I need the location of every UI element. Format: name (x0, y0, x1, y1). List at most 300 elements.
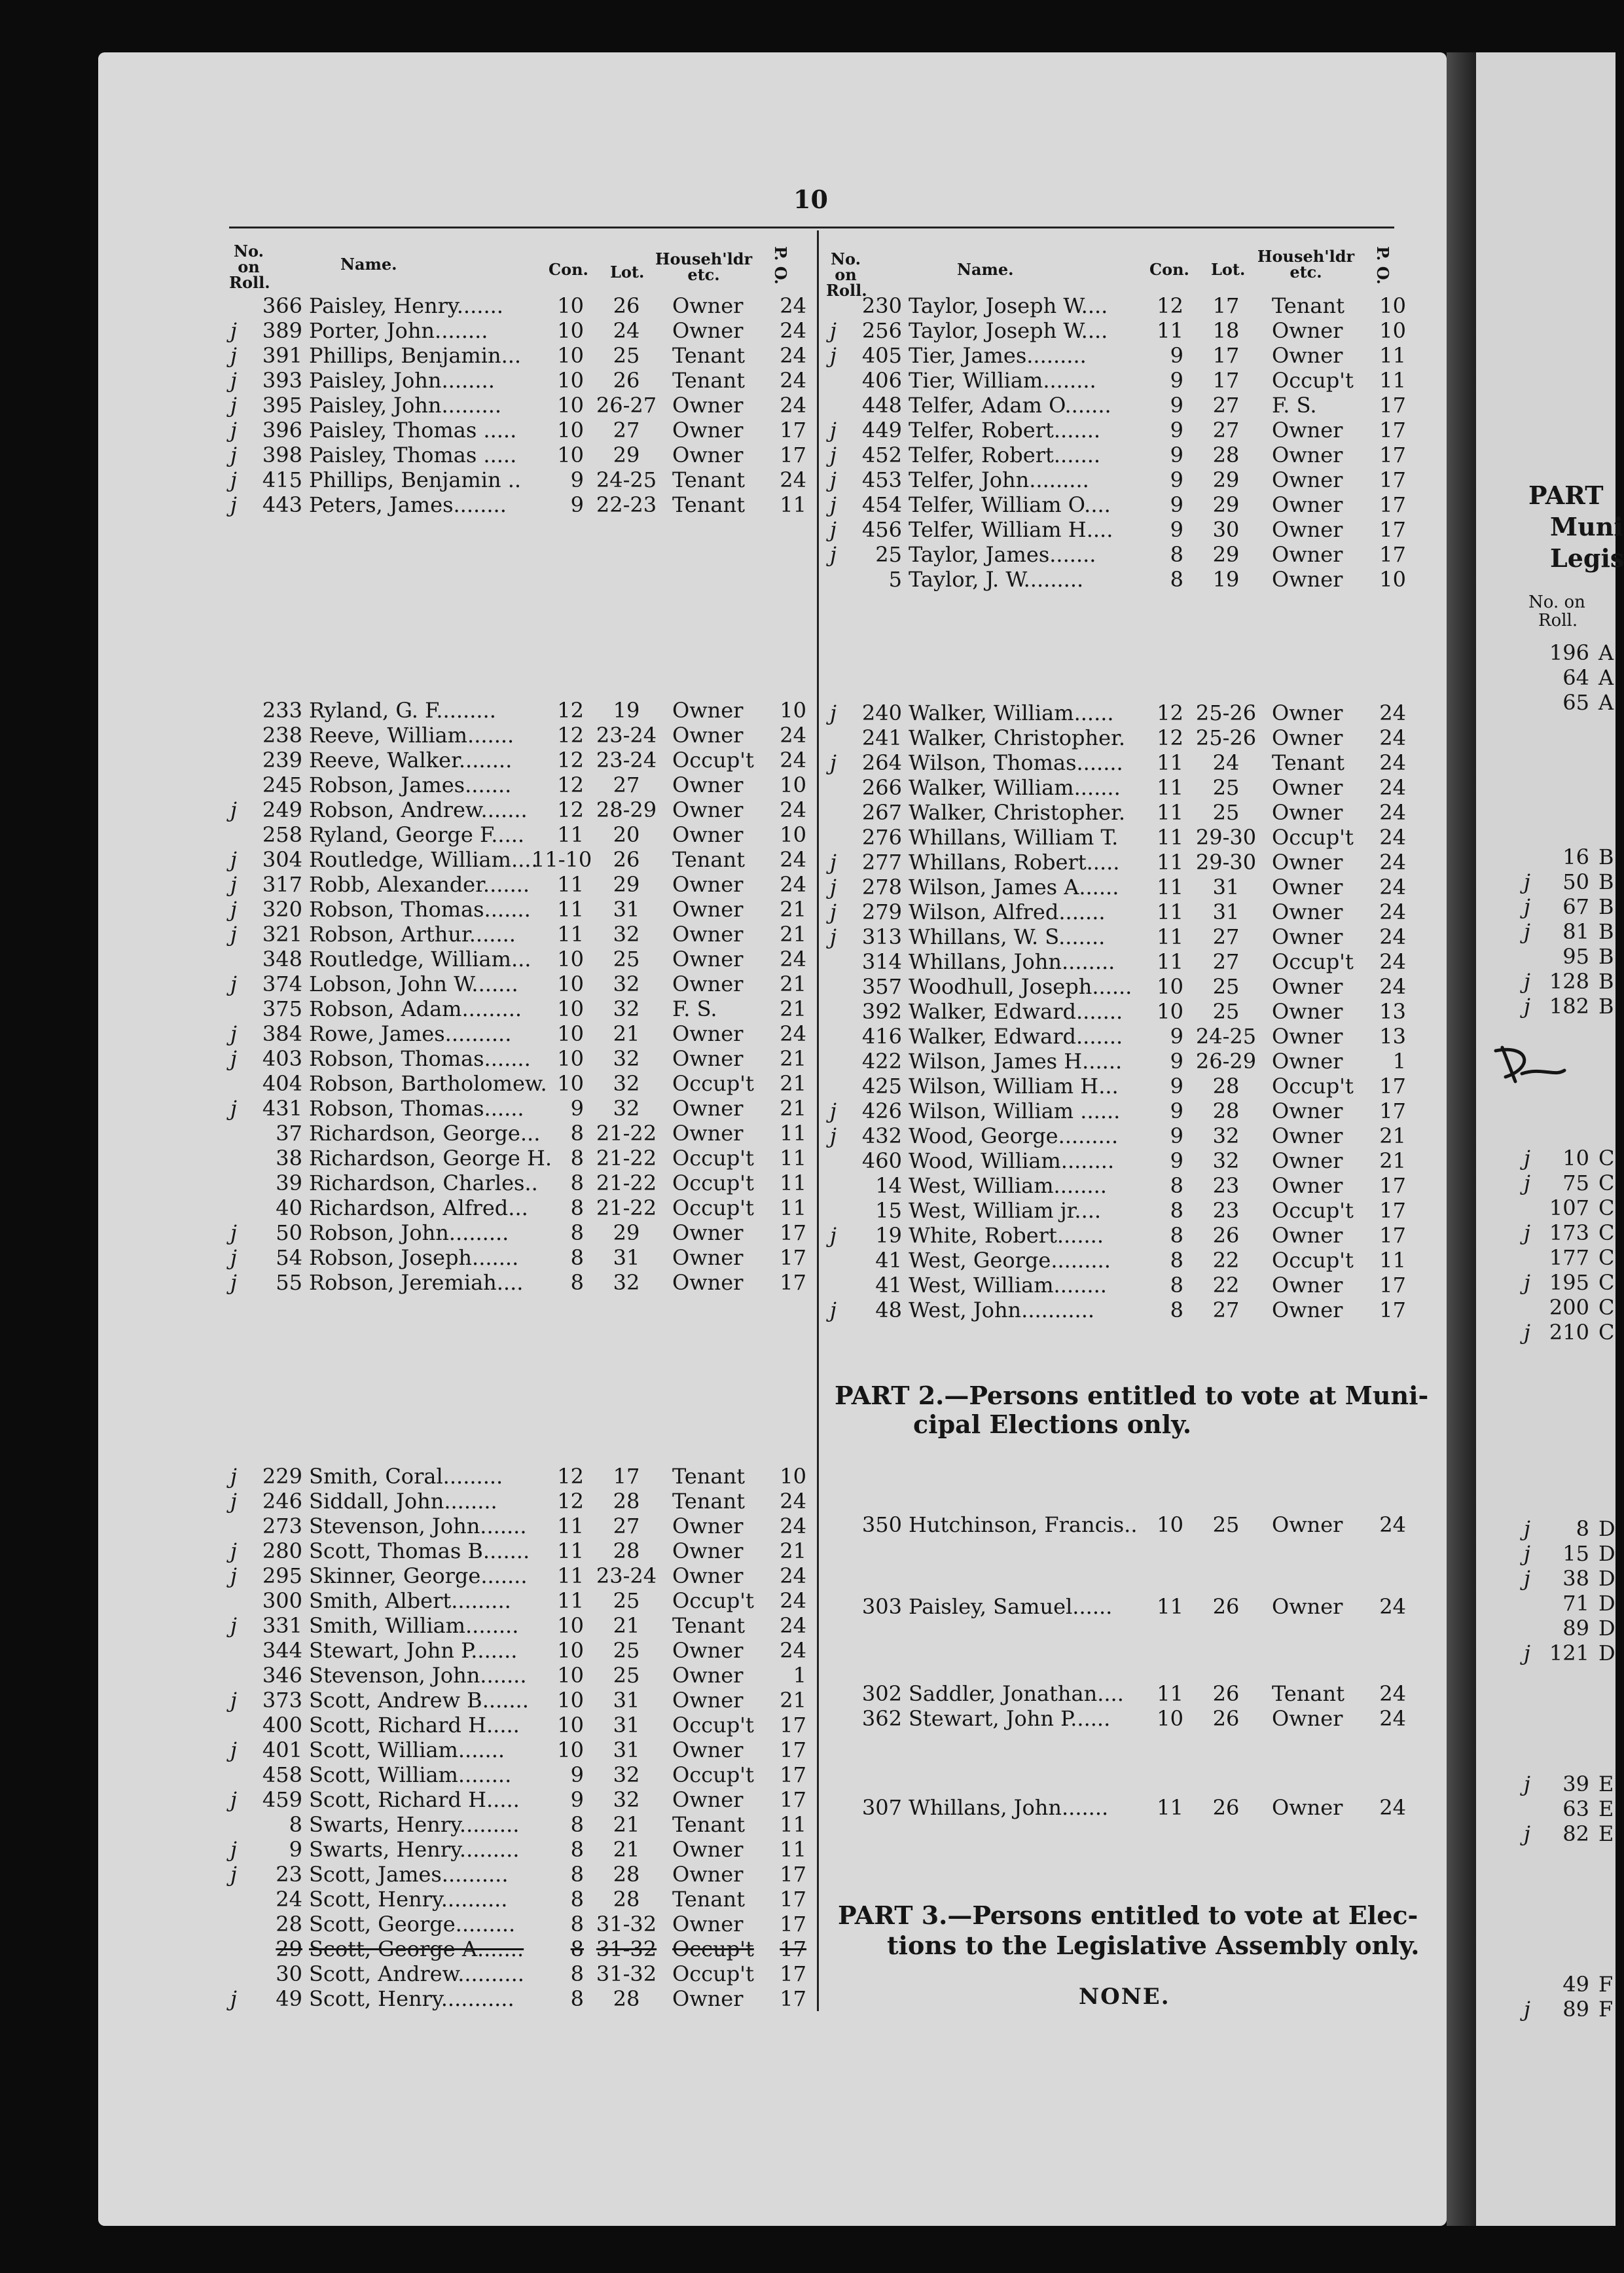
roll-number: 256 (861, 318, 902, 343)
roll-number: 404 (262, 1071, 302, 1096)
post-office: 24 (780, 467, 806, 492)
householder-status: Owner (672, 1046, 744, 1071)
j-mark: j (230, 1837, 237, 1862)
voter-name: Swarts, Henry......... (309, 1837, 520, 1862)
householder-status: Tenant (672, 1464, 745, 1489)
roll-number: 128 (1549, 969, 1589, 994)
lot: 26 (1212, 1681, 1240, 1706)
householder-status: Occup't (672, 1713, 754, 1737)
roll-number: 348 (262, 947, 302, 972)
householder-status: Tenant (672, 1812, 745, 1837)
voter-row (830, 443, 1406, 467)
voter-name: West, John........... (909, 1298, 1095, 1322)
voter-row (230, 1071, 806, 1096)
voter-name: West, William jr.... (909, 1198, 1102, 1223)
j-mark: j (830, 467, 837, 492)
voter-name: Robson, Arthur....... (309, 922, 516, 947)
header-household-line1: Househ'ldr (655, 249, 753, 268)
householder-status: Owner (1272, 1049, 1343, 1074)
voter-row (230, 1021, 806, 1046)
roll-number: 362 (861, 1706, 902, 1731)
roll-number: 49 (1562, 1972, 1589, 1997)
j-mark: j (830, 318, 837, 343)
voter-row (230, 1812, 806, 1837)
concession: 10 (557, 418, 584, 443)
roll-number: 396 (262, 418, 302, 443)
j-mark: j (230, 1563, 237, 1588)
lot: 28 (613, 1887, 640, 1912)
j-mark: j (230, 1046, 237, 1071)
voter-name: Richardson, Charles.. (309, 1171, 538, 1195)
concession: 10 (1157, 1512, 1183, 1537)
lot: 19 (1212, 567, 1240, 592)
voter-row (230, 293, 806, 318)
concession: 10 (557, 1071, 584, 1096)
concession: 11 (1157, 1795, 1183, 1820)
roll-number: 395 (262, 393, 302, 418)
roll-number: 200 (1549, 1295, 1589, 1320)
concession: 9 (570, 492, 584, 517)
header-con: Con. (1149, 260, 1189, 279)
name-fragment: C (1598, 1320, 1615, 1345)
j-mark: j (830, 924, 837, 949)
voter-name: Woodhull, Joseph...... (909, 974, 1132, 999)
voter-row (830, 875, 1406, 900)
concession: 8 (570, 1912, 584, 1937)
post-office: 1 (793, 1663, 806, 1688)
roll-number: 239 (262, 748, 302, 773)
post-office: 11 (780, 1812, 806, 1837)
voter-name: Scott, Richard H..... (309, 1713, 520, 1737)
roll-number: 5 (888, 567, 902, 592)
name-fragment: E (1598, 1772, 1614, 1796)
header-con: Con. (549, 260, 588, 279)
lot: 22 (1212, 1248, 1240, 1273)
name-fragment: C (1598, 1146, 1615, 1171)
voter-name: Tier, James......... (909, 343, 1087, 368)
voter-name: Robson, Jeremiah.... (309, 1270, 524, 1295)
voter-row (830, 567, 1406, 592)
voter-name: White, Robert....... (909, 1223, 1104, 1248)
householder-status: Occup't (672, 1171, 754, 1195)
header-no-line1: No. on (234, 242, 264, 276)
part3-none: NONE. (1079, 1984, 1170, 2010)
j-mark: j (1524, 1541, 1530, 1566)
post-office: 17 (1379, 1298, 1406, 1322)
voter-row (830, 999, 1406, 1024)
roll-number: 81 (1562, 919, 1589, 944)
voter-name: Paisley, Thomas ..... (309, 443, 517, 467)
name-fragment: D (1598, 1616, 1615, 1641)
name-fragment: B (1598, 994, 1614, 1019)
roll-number: 344 (262, 1638, 302, 1663)
voter-name: Scott, Andrew.......... (309, 1961, 524, 1986)
roll-number: 384 (262, 1021, 302, 1046)
j-mark: j (230, 343, 237, 368)
householder-status: Owner (1272, 999, 1343, 1024)
roll-number: 304 (262, 847, 302, 872)
roll-number: 453 (861, 467, 902, 492)
voter-name: Robson, Thomas...... (309, 1096, 524, 1121)
post-office: 24 (1379, 924, 1406, 949)
concession: 10 (557, 443, 584, 467)
voter-row (230, 1464, 806, 1489)
voter-name: Wilson, James A...... (909, 875, 1119, 900)
post-office: 17 (780, 418, 806, 443)
roll-number: 64 (1562, 665, 1589, 690)
roll-number: 454 (861, 492, 902, 517)
voter-row (230, 1787, 806, 1812)
lot: 17 (1212, 368, 1240, 393)
voter-name: Robson, Joseph....... (309, 1245, 519, 1270)
j-mark: j (1524, 1270, 1530, 1295)
j-mark: j (1524, 1320, 1530, 1345)
voter-row (230, 922, 806, 947)
roll-number: 245 (262, 773, 302, 797)
householder-status: F. S. (1272, 393, 1317, 418)
concession: 8 (1170, 1298, 1183, 1322)
concession: 11 (557, 922, 584, 947)
voter-name: Saddler, Jonathan.... (909, 1681, 1124, 1706)
j-mark: j (230, 872, 237, 897)
roll-number: 314 (861, 949, 902, 974)
voter-name: Paisley, John......... (309, 393, 502, 418)
voter-name: Walker, Christopher. (909, 725, 1126, 750)
post-office: 24 (1379, 800, 1406, 825)
voter-name: Stewart, John P....... (309, 1638, 518, 1663)
j-mark: j (230, 922, 237, 947)
voter-row (830, 1248, 1406, 1273)
concession: 10 (557, 947, 584, 972)
lot: 23-24 (596, 748, 657, 773)
voter-row (830, 1681, 1406, 1706)
post-office: 21 (780, 1688, 806, 1713)
concession: 8 (570, 1121, 584, 1146)
header-lot: Lot. (610, 263, 645, 282)
roll-number: 50 (1562, 869, 1589, 894)
roll-number: 392 (861, 999, 902, 1024)
voter-name: Paisley, Henry....... (309, 293, 503, 318)
header-lot: Lot. (1211, 260, 1246, 279)
lot: 32 (613, 1096, 640, 1121)
lot: 32 (613, 922, 640, 947)
j-mark: j (230, 1538, 237, 1563)
roll-number: 416 (861, 1024, 902, 1049)
householder-status: Tenant (672, 492, 745, 517)
householder-status: Owner (1272, 1706, 1343, 1731)
next-page-edge (1476, 52, 1615, 2226)
header-no-line1: No. on (831, 249, 861, 284)
next-page-header-roll: Roll. (1538, 611, 1578, 630)
post-office: 24 (780, 797, 806, 822)
lot: 29 (1212, 542, 1240, 567)
roll-number: 426 (861, 1099, 902, 1123)
concession: 9 (1170, 343, 1183, 368)
voter-name: Wilson, Alfred....... (909, 900, 1106, 924)
roll-number: 9 (289, 1837, 302, 1862)
concession: 10 (557, 1737, 584, 1762)
voter-name: Telfer, William O.... (909, 492, 1111, 517)
name-fragment: A (1598, 690, 1614, 715)
householder-status: Tenant (672, 1887, 745, 1912)
concession: 12 (557, 698, 584, 723)
concession: 9 (1170, 418, 1183, 443)
householder-status: Owner (672, 698, 744, 723)
householder-status: Owner (1272, 1024, 1343, 1049)
post-office: 24 (1379, 700, 1406, 725)
householder-status: Owner (1272, 343, 1343, 368)
lot: 25 (1212, 1512, 1240, 1537)
voter-row (830, 850, 1406, 875)
voter-row (230, 1737, 806, 1762)
roll-number: 89 (1562, 1997, 1589, 2022)
householder-status: Owner (1272, 1298, 1343, 1322)
householder-status: Owner (672, 972, 744, 996)
concession: 12 (557, 748, 584, 773)
householder-status: Owner (672, 797, 744, 822)
post-office: 24 (1379, 725, 1406, 750)
concession: 10 (1157, 1706, 1183, 1731)
householder-status: Owner (672, 1912, 744, 1937)
householder-status: Occup't (1272, 1198, 1354, 1223)
post-office: 17 (780, 1937, 806, 1961)
concession: 11 (1157, 924, 1183, 949)
post-office: 24 (780, 847, 806, 872)
roll-number: 241 (861, 725, 902, 750)
householder-status: Owner (1272, 775, 1343, 800)
householder-status: Tenant (672, 343, 745, 368)
concession: 11 (557, 897, 584, 922)
voter-name: Scott, James.......... (309, 1862, 509, 1887)
householder-status: Occup't (1272, 825, 1354, 850)
lot: 28 (613, 1986, 640, 2011)
voter-name: Routledge, William... (309, 947, 532, 972)
voter-row (830, 1148, 1406, 1173)
post-office: 17 (780, 1887, 806, 1912)
voter-row (830, 293, 1406, 318)
lot: 25 (1212, 999, 1240, 1024)
header-po: P. O. (1373, 246, 1392, 285)
voter-row (830, 825, 1406, 850)
voter-name: Scott, Richard H..... (309, 1787, 520, 1812)
post-office: 24 (1379, 900, 1406, 924)
lot: 26 (1212, 1594, 1240, 1619)
concession: 11 (557, 1538, 584, 1563)
post-office: 17 (780, 1220, 806, 1245)
voter-row (230, 1588, 806, 1613)
j-mark: j (830, 1099, 837, 1123)
householder-status: Owner (1272, 1099, 1343, 1123)
lot: 26-29 (1195, 1049, 1257, 1074)
voter-name: Taylor, James....... (909, 542, 1096, 567)
concession: 11 (557, 1514, 584, 1538)
householder-status: Owner (672, 1787, 744, 1812)
voter-name: Peters, James........ (309, 492, 507, 517)
lot: 22 (1212, 1273, 1240, 1298)
next-page-header-no: No. on (1528, 592, 1585, 612)
post-office: 24 (780, 947, 806, 972)
voter-name: West, William........ (909, 1173, 1107, 1198)
roll-number: 406 (861, 368, 902, 393)
voter-row (230, 1887, 806, 1912)
roll-number: 273 (262, 1514, 302, 1538)
lot: 28 (613, 1538, 640, 1563)
roll-number: 39 (1562, 1772, 1589, 1796)
voter-row (830, 1298, 1406, 1322)
householder-status: Occup't (1272, 368, 1354, 393)
name-fragment: D (1598, 1566, 1615, 1591)
voter-name: Reeve, Walker........ (309, 748, 513, 773)
roll-number: 19 (875, 1223, 902, 1248)
roll-number: 302 (861, 1681, 902, 1706)
voter-name: Stewart, John P...... (909, 1706, 1111, 1731)
voter-name: Paisley, John........ (309, 368, 495, 393)
roll-number: 258 (262, 822, 302, 847)
householder-status: Owner (672, 1021, 744, 1046)
post-office: 24 (780, 1638, 806, 1663)
lot: 31 (613, 1245, 640, 1270)
voter-name: Whillans, John........ (909, 949, 1115, 974)
roll-number: 41 (875, 1273, 902, 1298)
lot: 27 (1212, 1298, 1240, 1322)
voter-row (230, 1961, 806, 1986)
post-office: 10 (780, 773, 806, 797)
voter-name: Tier, William........ (909, 368, 1096, 393)
post-office: 17 (780, 1270, 806, 1295)
post-office: 11 (780, 1121, 806, 1146)
roll-number: 456 (861, 517, 902, 542)
voter-row (830, 800, 1406, 825)
name-fragment: B (1598, 919, 1614, 944)
post-office: 13 (1379, 999, 1406, 1024)
j-mark: j (230, 897, 237, 922)
j-mark: j (230, 972, 237, 996)
householder-status: Tenant (672, 1613, 745, 1638)
voter-row (230, 1538, 806, 1563)
roll-number: 177 (1549, 1245, 1589, 1270)
post-office: 24 (1379, 750, 1406, 775)
voter-row (230, 1986, 806, 2011)
lot: 27 (1212, 418, 1240, 443)
roll-number: 233 (262, 698, 302, 723)
post-office: 11 (780, 1171, 806, 1195)
concession: 8 (570, 1862, 584, 1887)
voter-row (830, 750, 1406, 775)
householder-status: Occup't (672, 1588, 754, 1613)
voter-name: Taylor, Joseph W.... (909, 293, 1108, 318)
roll-number: 196 (1549, 640, 1589, 665)
concession: 11 (557, 1588, 584, 1613)
concession: 12 (557, 797, 584, 822)
lot: 25 (613, 1638, 640, 1663)
lot: 29 (613, 443, 640, 467)
concession: 10 (557, 972, 584, 996)
voter-name: Wood, George......... (909, 1123, 1119, 1148)
header-no-line2: Roll. (229, 273, 270, 292)
householder-status: Occup't (672, 1937, 754, 1961)
roll-number: 300 (262, 1588, 302, 1613)
voter-row (230, 1121, 806, 1146)
concession: 8 (570, 1937, 584, 1961)
concession: 8 (570, 1220, 584, 1245)
concession: 9 (1170, 443, 1183, 467)
householder-status: Owner (672, 1737, 744, 1762)
next-page-muni: Muni (1550, 512, 1623, 541)
post-office: 17 (780, 1762, 806, 1787)
header-no-on-roll (826, 251, 865, 299)
householder-status: Occup't (672, 1195, 754, 1220)
roll-number: 321 (262, 922, 302, 947)
lot: 28 (1212, 1099, 1240, 1123)
voter-row (830, 467, 1406, 492)
householder-status: Owner (672, 922, 744, 947)
concession: 9 (570, 1787, 584, 1812)
concession: 8 (570, 1812, 584, 1837)
concession: 8 (1170, 1223, 1183, 1248)
lot: 32 (613, 1762, 640, 1787)
name-fragment: D (1598, 1591, 1615, 1616)
voter-name: Scott, Henry.......... (309, 1887, 508, 1912)
voter-name: Paisley, Samuel...... (909, 1594, 1113, 1619)
householder-status: Occup't (1272, 1248, 1354, 1273)
roll-number: 346 (262, 1663, 302, 1688)
householder-status: Owner (1272, 443, 1343, 467)
j-mark: j (230, 418, 237, 443)
concession: 11 (557, 1563, 584, 1588)
post-office: 24 (780, 1021, 806, 1046)
roll-number: 28 (276, 1912, 302, 1937)
lot: 26 (1212, 1795, 1240, 1820)
concession: 11 (1157, 800, 1183, 825)
concession: 9 (570, 467, 584, 492)
voter-name: Skinner, George....... (309, 1563, 528, 1588)
householder-status: Owner (672, 1986, 744, 2011)
concession: 9 (1170, 1049, 1183, 1074)
concession: 8 (570, 1986, 584, 2011)
roll-number: 422 (861, 1049, 902, 1074)
j-mark: j (1524, 869, 1530, 894)
householder-status: Tenant (1272, 1681, 1344, 1706)
voter-row (830, 368, 1406, 393)
householder-status: Owner (672, 1563, 744, 1588)
concession: 11 (1157, 318, 1183, 343)
lot: 32 (613, 1046, 640, 1071)
householder-status: Owner (672, 1663, 744, 1688)
roll-number: 279 (861, 900, 902, 924)
householder-status: Owner (672, 723, 744, 748)
lot: 23-24 (596, 1563, 657, 1588)
post-office: 24 (1379, 1594, 1406, 1619)
concession: 8 (570, 1245, 584, 1270)
roll-number: 29 (276, 1937, 302, 1961)
roll-number: 452 (861, 443, 902, 467)
j-mark: j (230, 1787, 237, 1812)
j-mark: j (830, 750, 837, 775)
lot: 25 (613, 1588, 640, 1613)
header-household-line2: etc. (1290, 263, 1322, 282)
post-office: 24 (780, 343, 806, 368)
roll-number: 432 (861, 1123, 902, 1148)
concession: 11 (557, 822, 584, 847)
name-fragment: C (1598, 1220, 1615, 1245)
post-office: 24 (1379, 974, 1406, 999)
roll-number: 229 (262, 1464, 302, 1489)
roll-number: 238 (262, 723, 302, 748)
voter-row (830, 725, 1406, 750)
post-office: 17 (1379, 443, 1406, 467)
j-mark: j (230, 1737, 237, 1762)
householder-status: Owner (1272, 1223, 1343, 1248)
